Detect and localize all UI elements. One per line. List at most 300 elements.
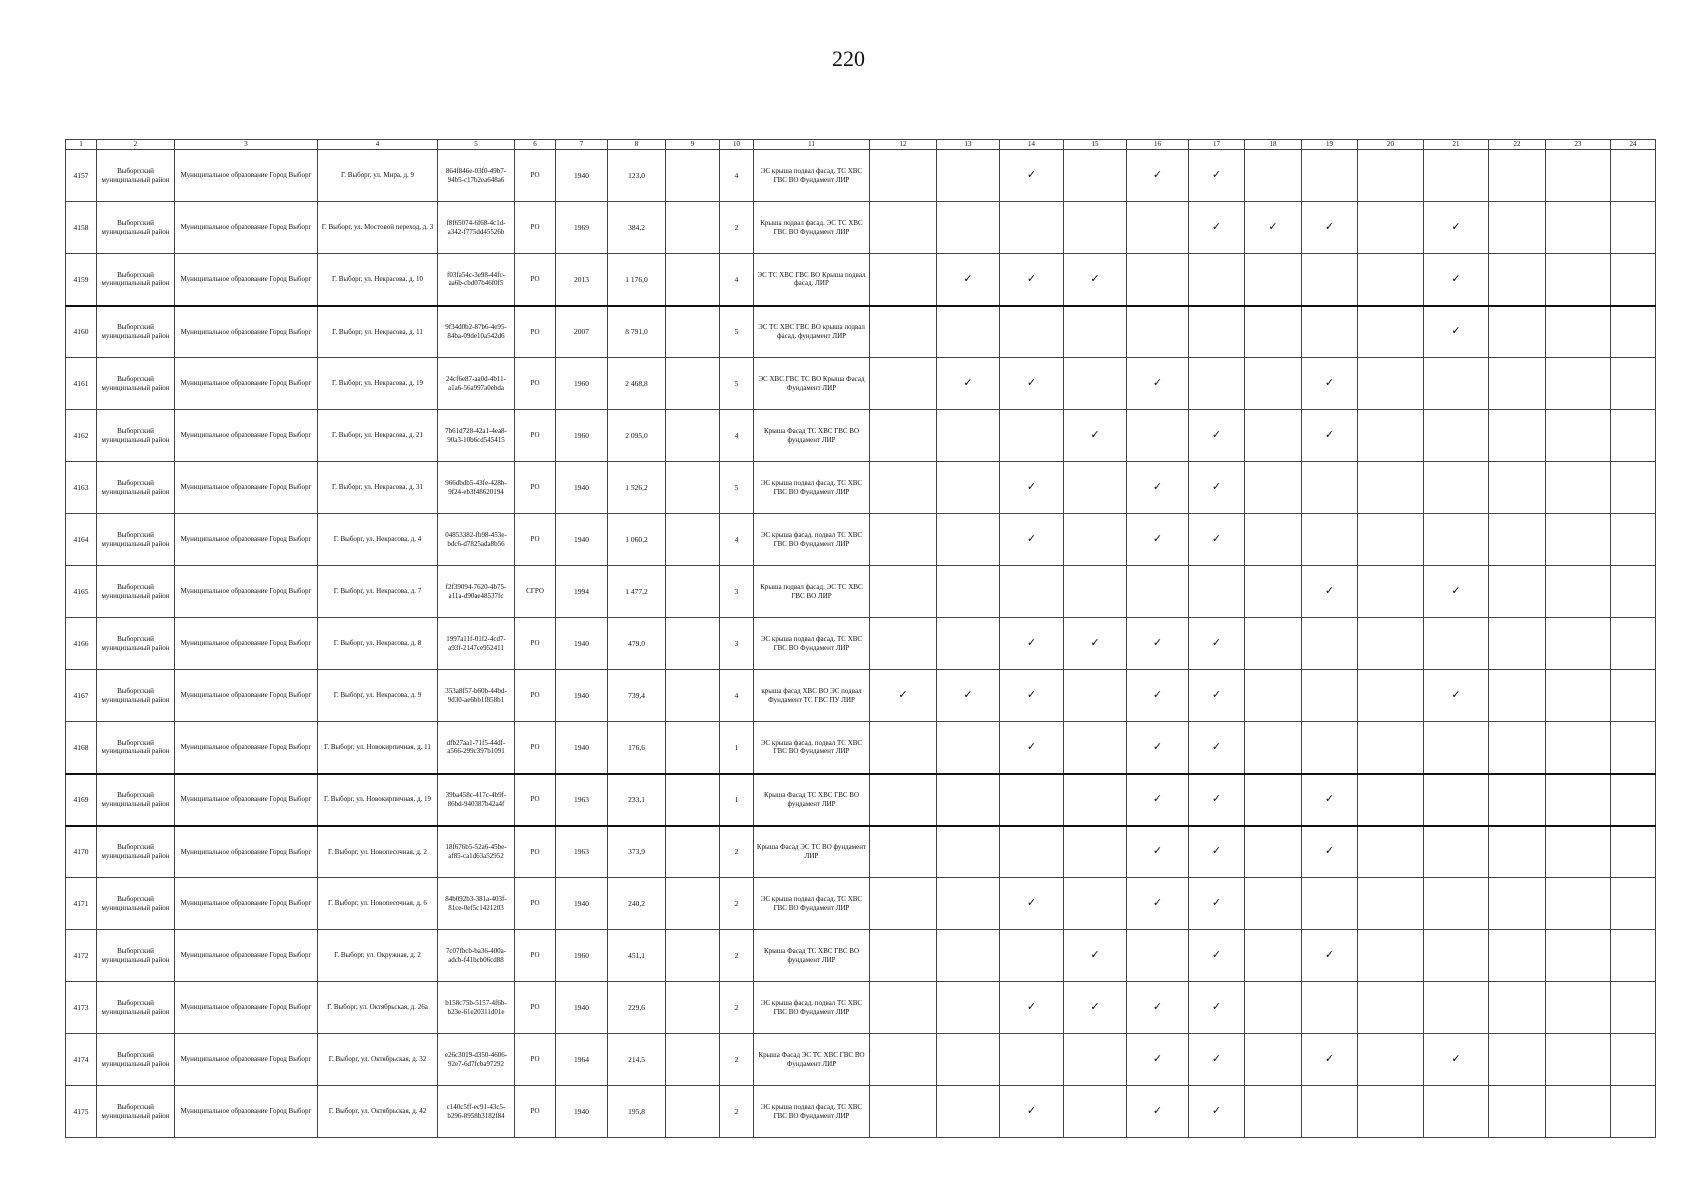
- check-cell-21: [1424, 358, 1489, 410]
- check-mark-icon: ✓: [1127, 774, 1189, 826]
- col9-cell: [666, 774, 720, 826]
- check-mark-icon: ✓: [1245, 202, 1302, 254]
- guid-cell: 966dbdb5-43fe-428b-9f24-eb3f48620194: [438, 462, 515, 514]
- check-cell-23: [1546, 618, 1611, 670]
- col10-cell: 4: [720, 410, 754, 462]
- check-mark-icon: ✓: [1424, 202, 1489, 254]
- row-id: 4161: [66, 358, 97, 410]
- check-mark-icon: ✓: [1000, 722, 1064, 774]
- check-mark-icon: ✓: [1189, 1034, 1245, 1086]
- check-cell-19: [1302, 722, 1358, 774]
- check-cell-18: [1245, 410, 1302, 462]
- check-mark-icon: ✓: [1302, 410, 1358, 462]
- col10-cell: 1: [720, 722, 754, 774]
- check-cell-13: [937, 566, 1000, 618]
- check-cell-12: [870, 618, 937, 670]
- check-mark-icon: ✓: [1064, 930, 1127, 982]
- row-id: 4169: [66, 774, 97, 826]
- check-cell-20: [1358, 358, 1424, 410]
- guid-cell: 7c07fbcb-ba36-400a-adcb-f41bcb06cd88: [438, 930, 515, 982]
- check-cell-15: [1064, 358, 1127, 410]
- district-cell: Выборгский муниципальный район: [97, 254, 175, 306]
- check-mark-icon: ✓: [1000, 254, 1064, 306]
- check-cell-13: [937, 930, 1000, 982]
- check-cell-12: [870, 1034, 937, 1086]
- column-header-14: 14: [1000, 140, 1064, 150]
- check-cell-16: [1127, 410, 1189, 462]
- check-cell-14: [1000, 566, 1064, 618]
- column-header-3: 3: [175, 140, 318, 150]
- check-mark-icon: ✓: [1189, 826, 1245, 878]
- check-mark-icon: ✓: [1189, 150, 1245, 202]
- address-cell: Г. Выборг, ул. Мира, д. 9: [318, 150, 438, 202]
- check-cell-13: [937, 306, 1000, 358]
- check-cell-17: [1189, 254, 1245, 306]
- check-cell-13: [937, 774, 1000, 826]
- check-cell-24: [1611, 566, 1656, 618]
- district-cell: Выборгский муниципальный район: [97, 670, 175, 722]
- check-cell-21: [1424, 930, 1489, 982]
- check-mark-icon: ✓: [1000, 670, 1064, 722]
- check-cell-12: [870, 462, 937, 514]
- check-cell-16: [1127, 202, 1189, 254]
- check-cell-22: [1489, 1034, 1546, 1086]
- check-cell-15: [1064, 150, 1127, 202]
- check-cell-24: [1611, 878, 1656, 930]
- check-cell-12: [870, 774, 937, 826]
- year-cell: 1960: [556, 358, 608, 410]
- check-mark-icon: ✓: [1189, 514, 1245, 566]
- address-cell: Г. Выборг, ул. Октябрьская, д. 32: [318, 1034, 438, 1086]
- check-mark-icon: ✓: [1064, 410, 1127, 462]
- check-cell-12: [870, 410, 937, 462]
- check-cell-20: [1358, 254, 1424, 306]
- works-cell: Крыша Фасад ЭС ТС ХВС ГВС ВО Фундамент ЛИР: [754, 1034, 870, 1086]
- check-cell-22: [1489, 774, 1546, 826]
- check-cell-14: [1000, 410, 1064, 462]
- year-cell: 1940: [556, 722, 608, 774]
- col9-cell: [666, 410, 720, 462]
- check-cell-13: [937, 618, 1000, 670]
- area-cell: 384,2: [608, 202, 666, 254]
- check-cell-24: [1611, 254, 1656, 306]
- check-cell-14: [1000, 1034, 1064, 1086]
- column-header-4: 4: [318, 140, 438, 150]
- col10-cell: 2: [720, 878, 754, 930]
- table-row: [66, 930, 1656, 982]
- col9-cell: [666, 1086, 720, 1138]
- check-cell-18: [1245, 982, 1302, 1034]
- check-cell-23: [1546, 306, 1611, 358]
- address-cell: Г. Выборг, ул. Октябрьская, д. 42: [318, 1086, 438, 1138]
- check-mark-icon: ✓: [1189, 202, 1245, 254]
- check-mark-icon: ✓: [1064, 618, 1127, 670]
- check-cell-23: [1546, 566, 1611, 618]
- col9-cell: [666, 462, 720, 514]
- works-cell: ЭС крыша подвал фасад. ТС ХВС ГВС ВО Фундамент ЛИР: [754, 878, 870, 930]
- check-cell-12: [870, 306, 937, 358]
- check-cell-18: [1245, 1034, 1302, 1086]
- municipality-cell: Муниципальное образование Город Выборг: [175, 1034, 318, 1086]
- check-cell-18: [1245, 462, 1302, 514]
- check-mark-icon: ✓: [1127, 150, 1189, 202]
- check-cell-18: [1245, 1086, 1302, 1138]
- area-cell: 1 176,0: [608, 254, 666, 306]
- area-cell: 739,4: [608, 670, 666, 722]
- area-cell: 229,6: [608, 982, 666, 1034]
- area-cell: 1 477,2: [608, 566, 666, 618]
- table-row: [66, 618, 1656, 670]
- year-cell: 2013: [556, 254, 608, 306]
- column-header-19: 19: [1302, 140, 1358, 150]
- check-cell-20: [1358, 306, 1424, 358]
- method-cell: РО: [515, 982, 556, 1034]
- address-cell: Г. Выборг, ул. Новокирпичная, д. 19: [318, 774, 438, 826]
- works-cell: ЭС ХВС ГВС ТС ВО Крыша Фасад Фундамент ЛИР: [754, 358, 870, 410]
- year-cell: 1940: [556, 670, 608, 722]
- row-id: 4173: [66, 982, 97, 1034]
- address-cell: Г. Выборг, ул. Некрасова, д. 21: [318, 410, 438, 462]
- method-cell: РО: [515, 826, 556, 878]
- check-cell-16: [1127, 930, 1189, 982]
- col9-cell: [666, 722, 720, 774]
- works-cell: ЭС крыша подвал фасад. ТС ХВС ГВС ВО Фундамент ЛИР: [754, 462, 870, 514]
- table-row: [66, 670, 1656, 722]
- guid-cell: 353a8f57-b60b-44bd-9d30-ae6bb1f858b1: [438, 670, 515, 722]
- column-header-10: 10: [720, 140, 754, 150]
- check-cell-22: [1489, 254, 1546, 306]
- check-cell-24: [1611, 722, 1656, 774]
- address-cell: Г. Выборг, ул. Некрасова, д. 9: [318, 670, 438, 722]
- check-mark-icon: ✓: [1127, 618, 1189, 670]
- municipality-cell: Муниципальное образование Город Выборг: [175, 514, 318, 566]
- check-cell-20: [1358, 774, 1424, 826]
- check-mark-icon: ✓: [1302, 930, 1358, 982]
- check-cell-15: [1064, 1086, 1127, 1138]
- table-row: [66, 878, 1656, 930]
- table-row: [66, 982, 1656, 1034]
- check-cell-22: [1489, 566, 1546, 618]
- guid-cell: c140c5ff-ec91-43c5-b296-8958b3182f84: [438, 1086, 515, 1138]
- check-cell-20: [1358, 202, 1424, 254]
- address-cell: Г. Выборг, ул. Некрасова, д. 31: [318, 462, 438, 514]
- check-cell-24: [1611, 670, 1656, 722]
- works-cell: ЭС крыша фасад. подвал ТС ХВС ГВС ВО Фундамент ЛИР: [754, 722, 870, 774]
- table-row: [66, 150, 1656, 202]
- guid-cell: 1997a11f-01f2-4cd7-a93f-2147ce952411: [438, 618, 515, 670]
- check-cell-13: [937, 1086, 1000, 1138]
- works-cell: Крыша Фасад ТС ХВС ГВС ВО фундамент ЛИР: [754, 930, 870, 982]
- method-cell: РО: [515, 878, 556, 930]
- method-cell: РО: [515, 150, 556, 202]
- check-cell-22: [1489, 358, 1546, 410]
- check-cell-13: [937, 722, 1000, 774]
- check-cell-19: [1302, 462, 1358, 514]
- check-cell-15: [1064, 774, 1127, 826]
- col9-cell: [666, 618, 720, 670]
- row-id: 4167: [66, 670, 97, 722]
- check-mark-icon: ✓: [1000, 618, 1064, 670]
- address-cell: Г. Выборг, ул. Новокирпичная, д. 11: [318, 722, 438, 774]
- check-cell-16: [1127, 254, 1189, 306]
- col10-cell: 4: [720, 514, 754, 566]
- check-cell-13: [937, 202, 1000, 254]
- check-cell-23: [1546, 358, 1611, 410]
- row-id: 4163: [66, 462, 97, 514]
- col10-cell: 2: [720, 982, 754, 1034]
- area-cell: 2 095,0: [608, 410, 666, 462]
- table-row: [66, 722, 1656, 774]
- check-mark-icon: ✓: [1424, 306, 1489, 358]
- check-cell-12: [870, 722, 937, 774]
- column-header-7: 7: [556, 140, 608, 150]
- check-cell-21: [1424, 722, 1489, 774]
- municipality-cell: Муниципальное образование Город Выборг: [175, 254, 318, 306]
- check-cell-23: [1546, 982, 1611, 1034]
- check-cell-12: [870, 982, 937, 1034]
- col10-cell: 2: [720, 826, 754, 878]
- guid-cell: e26c3019-d350-4606-92e7-6d7fcba97292: [438, 1034, 515, 1086]
- check-cell-18: [1245, 826, 1302, 878]
- check-cell-18: [1245, 514, 1302, 566]
- year-cell: 1940: [556, 150, 608, 202]
- district-cell: Выборгский муниципальный район: [97, 982, 175, 1034]
- check-cell-20: [1358, 826, 1424, 878]
- check-cell-21: [1424, 514, 1489, 566]
- check-cell-23: [1546, 1086, 1611, 1138]
- address-cell: Г. Выборг, ул. Новопесочная, д. 6: [318, 878, 438, 930]
- column-header-11: 11: [754, 140, 870, 150]
- check-cell-14: [1000, 202, 1064, 254]
- check-cell-13: [937, 982, 1000, 1034]
- method-cell: РО: [515, 930, 556, 982]
- check-cell-24: [1611, 306, 1656, 358]
- method-cell: РО: [515, 410, 556, 462]
- row-id: 4170: [66, 826, 97, 878]
- check-mark-icon: ✓: [1302, 774, 1358, 826]
- check-mark-icon: ✓: [1189, 410, 1245, 462]
- municipality-cell: Муниципальное образование Город Выборг: [175, 878, 318, 930]
- check-cell-20: [1358, 982, 1424, 1034]
- check-cell-24: [1611, 462, 1656, 514]
- municipality-cell: Муниципальное образование Город Выборг: [175, 670, 318, 722]
- check-cell-12: [870, 826, 937, 878]
- col10-cell: 5: [720, 306, 754, 358]
- check-cell-20: [1358, 514, 1424, 566]
- municipality-cell: Муниципальное образование Город Выборг: [175, 566, 318, 618]
- municipality-cell: Муниципальное образование Город Выборг: [175, 410, 318, 462]
- check-mark-icon: ✓: [1000, 982, 1064, 1034]
- check-cell-24: [1611, 358, 1656, 410]
- municipality-cell: Муниципальное образование Город Выборг: [175, 358, 318, 410]
- check-cell-15: [1064, 566, 1127, 618]
- check-cell-24: [1611, 1086, 1656, 1138]
- check-cell-12: [870, 514, 937, 566]
- check-cell-20: [1358, 150, 1424, 202]
- row-id: 4160: [66, 306, 97, 358]
- table-row: [66, 462, 1656, 514]
- check-cell-13: [937, 410, 1000, 462]
- year-cell: 2007: [556, 306, 608, 358]
- guid-cell: dfb27aa1-71f5-44df-a566-299c397b1091: [438, 722, 515, 774]
- method-cell: РО: [515, 358, 556, 410]
- municipality-cell: Муниципальное образование Город Выборг: [175, 202, 318, 254]
- address-cell: Г. Выборг, ул. Некрасова, д. 7: [318, 566, 438, 618]
- check-cell-16: [1127, 306, 1189, 358]
- municipality-cell: Муниципальное образование Город Выборг: [175, 306, 318, 358]
- district-cell: Выборгский муниципальный район: [97, 826, 175, 878]
- works-cell: ЭС ТС ХВС ГВС ВО Крыша подвал фасад. ЛИР: [754, 254, 870, 306]
- municipality-cell: Муниципальное образование Город Выборг: [175, 150, 318, 202]
- check-mark-icon: ✓: [1127, 982, 1189, 1034]
- district-cell: Выборгский муниципальный район: [97, 618, 175, 670]
- check-cell-21: [1424, 410, 1489, 462]
- address-cell: Г. Выборг, ул. Некрасова, д. 10: [318, 254, 438, 306]
- check-cell-21: [1424, 982, 1489, 1034]
- check-mark-icon: ✓: [1127, 1086, 1189, 1138]
- district-cell: Выборгский муниципальный район: [97, 774, 175, 826]
- area-cell: 1 526,2: [608, 462, 666, 514]
- check-mark-icon: ✓: [1189, 670, 1245, 722]
- col10-cell: 5: [720, 358, 754, 410]
- check-cell-24: [1611, 1034, 1656, 1086]
- year-cell: 1940: [556, 618, 608, 670]
- check-cell-19: [1302, 670, 1358, 722]
- check-mark-icon: ✓: [1424, 1034, 1489, 1086]
- check-cell-20: [1358, 1086, 1424, 1138]
- guid-cell: f2f39094-7620-4b75-a11a-d90ae48537fc: [438, 566, 515, 618]
- check-cell-22: [1489, 878, 1546, 930]
- guid-cell: 04853382-fb98-453e-bdc6-d7825ada8b56: [438, 514, 515, 566]
- check-cell-18: [1245, 670, 1302, 722]
- column-header-12: 12: [870, 140, 937, 150]
- area-cell: 214,5: [608, 1034, 666, 1086]
- check-cell-24: [1611, 514, 1656, 566]
- guid-cell: 18f676b5-52a6-45be-af85-ca1d63a52952: [438, 826, 515, 878]
- registry-table: [65, 139, 1656, 1138]
- method-cell: РО: [515, 306, 556, 358]
- check-cell-13: [937, 1034, 1000, 1086]
- method-cell: РО: [515, 618, 556, 670]
- check-cell-18: [1245, 358, 1302, 410]
- check-cell-16: [1127, 566, 1189, 618]
- check-cell-22: [1489, 150, 1546, 202]
- check-mark-icon: ✓: [1189, 930, 1245, 982]
- check-cell-23: [1546, 410, 1611, 462]
- check-cell-15: [1064, 1034, 1127, 1086]
- col10-cell: 5: [720, 462, 754, 514]
- district-cell: Выборгский муниципальный район: [97, 202, 175, 254]
- district-cell: Выборгский муниципальный район: [97, 878, 175, 930]
- column-header-8: 8: [608, 140, 666, 150]
- col9-cell: [666, 930, 720, 982]
- col9-cell: [666, 514, 720, 566]
- area-cell: 195,8: [608, 1086, 666, 1138]
- check-cell-21: [1424, 878, 1489, 930]
- column-header-23: 23: [1546, 140, 1611, 150]
- table-body: [66, 150, 1656, 1138]
- method-cell: РО: [515, 1086, 556, 1138]
- col10-cell: 2: [720, 1086, 754, 1138]
- check-mark-icon: ✓: [1302, 826, 1358, 878]
- check-cell-12: [870, 566, 937, 618]
- district-cell: Выборгский муниципальный район: [97, 462, 175, 514]
- address-cell: Г. Выборг, ул. Некрасова, д. 4: [318, 514, 438, 566]
- check-mark-icon: ✓: [1189, 618, 1245, 670]
- address-cell: Г. Выборг, ул. Мостовой переход, д. 3: [318, 202, 438, 254]
- check-cell-20: [1358, 410, 1424, 462]
- check-cell-14: [1000, 930, 1064, 982]
- check-cell-22: [1489, 202, 1546, 254]
- works-cell: ЭС крыша подвал фасад. ТС ХВС ГВС ВО Фундамент ЛИР: [754, 618, 870, 670]
- check-cell-20: [1358, 566, 1424, 618]
- check-cell-24: [1611, 930, 1656, 982]
- municipality-cell: Муниципальное образование Город Выборг: [175, 462, 318, 514]
- check-cell-12: [870, 878, 937, 930]
- check-cell-15: [1064, 722, 1127, 774]
- check-cell-22: [1489, 670, 1546, 722]
- check-cell-20: [1358, 722, 1424, 774]
- guid-cell: 39ba458c-417c-4b9f-86bd-940387b42a4f: [438, 774, 515, 826]
- column-header-6: 6: [515, 140, 556, 150]
- check-cell-21: [1424, 826, 1489, 878]
- check-mark-icon: ✓: [1000, 878, 1064, 930]
- check-cell-20: [1358, 670, 1424, 722]
- col10-cell: 4: [720, 254, 754, 306]
- col10-cell: 4: [720, 150, 754, 202]
- col9-cell: [666, 1034, 720, 1086]
- check-mark-icon: ✓: [1302, 202, 1358, 254]
- col9-cell: [666, 202, 720, 254]
- method-cell: РО: [515, 462, 556, 514]
- check-cell-22: [1489, 982, 1546, 1034]
- check-cell-18: [1245, 774, 1302, 826]
- check-cell-21: [1424, 618, 1489, 670]
- row-id: 4159: [66, 254, 97, 306]
- column-header-5: 5: [438, 140, 515, 150]
- check-cell-21: [1424, 1086, 1489, 1138]
- area-cell: 123,0: [608, 150, 666, 202]
- check-mark-icon: ✓: [1127, 722, 1189, 774]
- method-cell: СГРО: [515, 566, 556, 618]
- row-id: 4157: [66, 150, 97, 202]
- method-cell: РО: [515, 670, 556, 722]
- address-cell: Г. Выборг, ул. Новопесочная, д. 2: [318, 826, 438, 878]
- municipality-cell: Муниципальное образование Город Выборг: [175, 722, 318, 774]
- check-cell-19: [1302, 150, 1358, 202]
- check-mark-icon: ✓: [1302, 358, 1358, 410]
- table-row: [66, 306, 1656, 358]
- check-cell-15: [1064, 826, 1127, 878]
- area-cell: 373,9: [608, 826, 666, 878]
- check-cell-24: [1611, 202, 1656, 254]
- check-cell-22: [1489, 1086, 1546, 1138]
- check-cell-22: [1489, 306, 1546, 358]
- check-cell-23: [1546, 462, 1611, 514]
- table-row: [66, 1086, 1656, 1138]
- district-cell: Выборгский муниципальный район: [97, 1086, 175, 1138]
- district-cell: Выборгский муниципальный район: [97, 358, 175, 410]
- table-row: [66, 410, 1656, 462]
- check-cell-24: [1611, 774, 1656, 826]
- works-cell: Крыша подвал фасад. ЭС ТС ХВС ГВС ВО Фундамент ЛИР: [754, 202, 870, 254]
- guid-cell: 24cf6e87-aa0d-4b11-a1a6-56a997a0ebda: [438, 358, 515, 410]
- guid-cell: 864f846e-03f0-49b7-94b5-c17b2ea648a6: [438, 150, 515, 202]
- check-cell-22: [1489, 930, 1546, 982]
- check-cell-23: [1546, 150, 1611, 202]
- row-id: 4166: [66, 618, 97, 670]
- column-header-2: 2: [97, 140, 175, 150]
